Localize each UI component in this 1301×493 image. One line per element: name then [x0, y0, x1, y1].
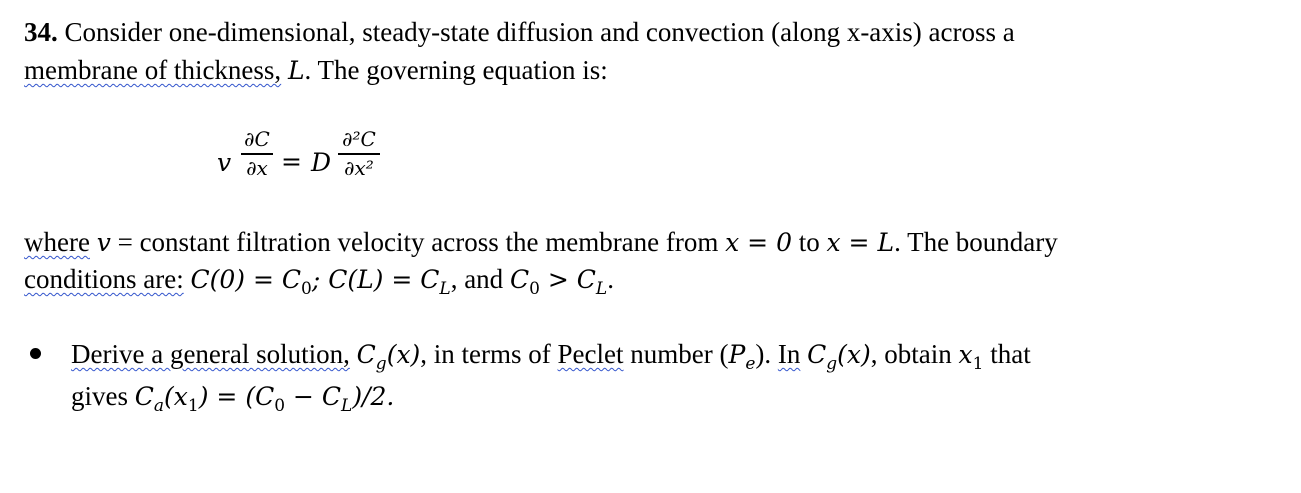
equals-sign: = [281, 147, 302, 176]
task-line-1 [71, 338, 1031, 374]
pe-sub: e [745, 354, 756, 374]
bc-second [328, 265, 451, 299]
rhs-fraction [338, 128, 380, 179]
in-word: In [777, 339, 801, 369]
cg-arg: (x) [386, 340, 421, 369]
ineq-left-sub: 0 [529, 279, 540, 299]
pe-symbol [728, 340, 756, 374]
problem-number: 34. [24, 17, 58, 47]
bc-first [190, 265, 312, 299]
cg2-symbol [807, 340, 871, 374]
terms-text: , in terms of [420, 339, 558, 369]
rhs-numerator: ∂²C [342, 127, 376, 151]
task-line-2 [71, 380, 394, 416]
rhs-fraction-bar [338, 153, 380, 155]
conditions-word: conditions are: [24, 264, 184, 294]
bc-first-text: C(0) = C [190, 265, 301, 294]
rhs-denominator: ∂x² [344, 155, 374, 180]
x-L: x = L [826, 228, 895, 257]
lhs-fraction-bar [241, 153, 273, 155]
cg-letter: C [356, 340, 376, 369]
diffusivity-coef: D [311, 148, 332, 177]
problem-intro-text: Consider one-dimensional, steady-state diffusion and convection (along x-axis) across a [64, 17, 1015, 47]
inequality [509, 265, 608, 299]
bullet-icon [30, 348, 41, 359]
peclet-word: Peclet [557, 339, 624, 369]
ineq-right: C [576, 265, 596, 294]
governing-text: . The governing equation is: [304, 55, 608, 85]
c0-sub: 0 [274, 396, 286, 416]
where-line-2 [24, 263, 614, 299]
thickness-symbol: L [287, 56, 305, 85]
period: . [607, 264, 614, 294]
greater-than: > [539, 265, 577, 294]
bc-second-text: C(L) = C [328, 265, 440, 294]
tail-text: )/2. [352, 382, 395, 411]
lhs-fraction [241, 128, 273, 179]
x1-sub: 1 [972, 354, 984, 374]
x1-symbol [958, 340, 984, 374]
ca-expression [134, 382, 395, 416]
obtain-text: , obtain [870, 339, 959, 369]
problem-line-2 [24, 54, 608, 87]
ca-sub: a [153, 396, 165, 416]
number-text: number ( [623, 339, 729, 369]
ca-arg-sub: 1 [187, 396, 199, 416]
ca-arg-open: (x [164, 382, 188, 411]
boundary-text: . The boundary [894, 227, 1058, 257]
velocity-symbol: v [96, 228, 111, 257]
gives-text: gives [71, 381, 135, 411]
where-line-1 [24, 226, 1058, 259]
close-paren-text: ). [755, 339, 778, 369]
where-definition: = constant filtration velocity across the membrane from [110, 227, 726, 257]
x-zero: x = 0 [725, 228, 792, 257]
cg-sub: g [375, 354, 387, 374]
cg2-sub: g [826, 354, 838, 374]
lhs-numerator: ∂C [244, 127, 270, 151]
where-word: where [24, 227, 90, 257]
cg2-letter: C [807, 340, 827, 369]
derive-text: Derive a general solution, [71, 339, 350, 369]
that-text: that [983, 339, 1031, 369]
x1-letter: x [958, 340, 973, 369]
to-word: to [792, 227, 827, 257]
and-text: , and [450, 264, 510, 294]
lhs-denominator: ∂x [246, 155, 268, 180]
thickness-text: membrane of thickness, [24, 55, 282, 85]
minus-cl: − C [285, 382, 342, 411]
bc-second-sub: L [439, 279, 451, 299]
cl-sub: L [341, 396, 353, 416]
problem-line-1 [24, 16, 1015, 48]
cg2-arg: (x) [837, 340, 871, 369]
ineq-left: C [509, 265, 530, 294]
bc-first-sub: 0 [300, 279, 312, 299]
pe-letter: P [728, 340, 746, 369]
ineq-right-sub: L [595, 279, 608, 299]
ca-letter: C [134, 382, 154, 411]
ca-arg-close: ) = (C [198, 382, 275, 411]
velocity-coef: v [217, 148, 232, 177]
bc-separator: ; [311, 265, 329, 294]
cg-symbol [356, 340, 421, 374]
